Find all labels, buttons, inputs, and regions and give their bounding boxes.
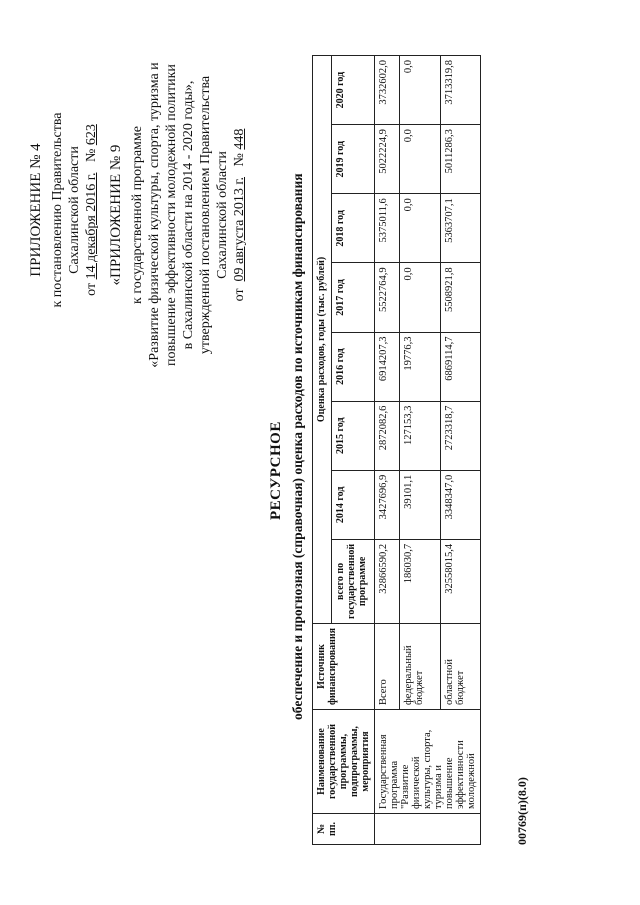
value-cell: 6869114,7 <box>440 332 480 401</box>
value-cell: 0,0 <box>400 194 440 263</box>
value-cell: 0,0 <box>400 56 440 125</box>
appendix-9-date-prefix: от <box>232 288 247 302</box>
value-cell: 5011286,3 <box>440 125 480 194</box>
appendix-9-num: 448 <box>232 128 247 150</box>
appendix-9-line: в Сахалинской области на 2014 - 2020 годы», <box>181 80 196 350</box>
appendix-4-line-2: Сахалинской области <box>67 146 82 274</box>
table-row <box>375 56 400 845</box>
source-cell: областной бюджет <box>440 623 480 709</box>
appendix-4-date-prefix: от <box>84 282 99 296</box>
appendix-9-date: 09 августа 2013 г. <box>232 176 247 282</box>
header-name: Наименование государственной программы, подпрограммы, мероприятия <box>313 710 375 814</box>
value-cell: 2872082,6 <box>375 401 400 470</box>
value-cell: 6914207,3 <box>375 332 400 401</box>
total-cell: 32558015,4 <box>440 539 480 623</box>
program-name-cell: Государственная программа "Развитие физической культуры, спорта, туризма и повышение эффективности молодежной <box>375 710 481 814</box>
value-cell: 3348347,0 <box>440 470 480 539</box>
appendix-4-block <box>28 60 100 360</box>
value-cell: 0,0 <box>400 125 440 194</box>
value-cell: 5363707,1 <box>440 194 480 263</box>
value-cell: 5022224,9 <box>375 125 400 194</box>
footer-code: 00769(п)(8.0) <box>515 777 529 845</box>
header-year: 2015 год <box>332 401 375 470</box>
appendix-9-title: «ПРИЛОЖЕНИЕ № 9 <box>108 144 124 286</box>
row-num-cell <box>375 814 481 845</box>
header-estimate: Оценка расходов, годы (тыс. рублей) <box>313 56 332 624</box>
document-title: РЕСУРСНОЕ <box>268 421 284 520</box>
total-cell: 186030,7 <box>400 539 440 623</box>
header-year: 2014 год <box>332 470 375 539</box>
appendix-4-title: ПРИЛОЖЕНИЕ № 4 <box>28 143 44 277</box>
appendix-9-line: «Развитие физической культуры, спорта, туризма и <box>147 62 162 368</box>
appendix-9-line: повышение эффективности молодежной политики <box>164 64 179 366</box>
value-cell: 2723318,7 <box>440 401 480 470</box>
value-cell: 3427696,9 <box>375 470 400 539</box>
value-cell: 19776,3 <box>400 332 440 401</box>
header-year: 2016 год <box>332 332 375 401</box>
header-year: 2019 год <box>332 125 375 194</box>
header-source: Источник финансирования <box>313 623 375 709</box>
total-cell: 32866590,2 <box>375 539 400 623</box>
value-cell: 39101,1 <box>400 470 440 539</box>
value-cell: 0,0 <box>400 263 440 332</box>
appendix-9-block <box>108 25 248 405</box>
header-total: всего по государственной программе <box>332 539 375 623</box>
table-header-row <box>313 56 332 845</box>
header-year: 2017 год <box>332 263 375 332</box>
value-cell: 5522764,9 <box>375 263 400 332</box>
source-cell: Всего <box>375 623 400 709</box>
header-num: № пп. <box>313 814 375 845</box>
value-cell: 3713319,8 <box>440 56 480 125</box>
value-cell: 5508921,8 <box>440 263 480 332</box>
value-cell: 3732602,0 <box>375 56 400 125</box>
value-cell: 127153,3 <box>400 401 440 470</box>
header-year: 2020 год <box>332 56 375 125</box>
header-year: 2018 год <box>332 194 375 263</box>
appendix-4-num-label: № <box>84 148 99 163</box>
appendix-9-line: к государственной программе <box>130 126 145 304</box>
appendix-9-date-line <box>231 25 248 405</box>
document-subtitle: обеспечение и прогнозная (справочная) оценка расходов по источникам финансирования <box>290 173 305 720</box>
appendix-4-date: 14 декабря 2016 г. <box>84 172 99 280</box>
appendix-4-num: 623 <box>84 124 99 146</box>
appendix-9-num-label: № <box>232 153 247 167</box>
rotated-page <box>0 30 560 880</box>
appendix-4-line-1: к постановлению Правительства <box>50 112 65 308</box>
source-cell: федеральный бюджет <box>400 623 440 709</box>
financing-table <box>312 55 481 845</box>
appendix-9-line: утвержденной постановлением Правительства <box>198 75 213 355</box>
appendix-9-line: Сахалинской области <box>215 151 230 279</box>
appendix-4-date-line <box>83 60 100 360</box>
value-cell: 5375011,6 <box>375 194 400 263</box>
